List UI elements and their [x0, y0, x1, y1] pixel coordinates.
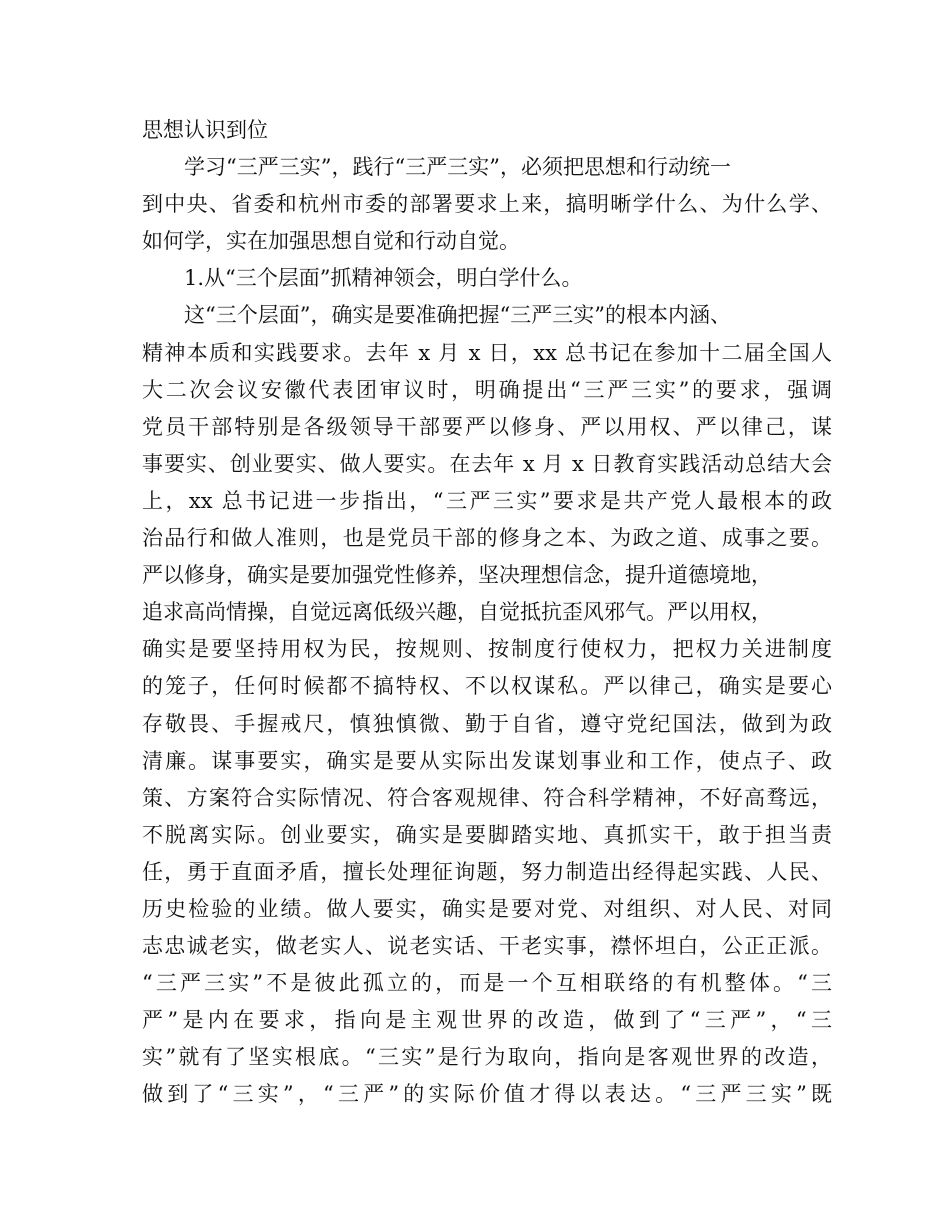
text-line: 策、方案符合实际情况、符合客观规律、符合科学精神，不好高骛远，	[142, 785, 832, 810]
text-line: 不脱离实际。创业要实，确实是要脚踏实地、真抓实干，敢于担当责	[142, 822, 832, 847]
text-line: 清廉。谋事要实，确实是要从实际出发谋划事业和工作，使点子、政	[142, 748, 832, 773]
text-line: 事要实、创业要实、做人要实。在去年 x 月 x 日教育实践活动总结大会	[142, 451, 832, 476]
text-line: 如何学，实在加强思想自觉和行动自觉。	[142, 229, 520, 254]
text-line: 实”就有了坚实根底。“三实”是行为取向，指向是客观世界的改造，	[142, 1045, 832, 1070]
text-line: 严以修身，确实是要加强党性修养，坚决理想信念，提升道德境地，	[142, 563, 772, 588]
text-line: 历史检验的业绩。做人要实，确实是要对党、对组织、对人民、对同	[142, 896, 832, 921]
subsection-heading: 1.从“三个层面”抓精神领会，明白学什么。	[184, 266, 583, 291]
document-page	[142, 112, 832, 1114]
text-line: 治品行和做人准则，也是党员干部的修身之本、为政之道、成事之要。	[142, 526, 832, 551]
text-line: 存敬畏、手握戒尺，慎独慎微、勤于自省，遵守党纪国法，做到为政	[142, 711, 832, 736]
text-line: 党员干部特别是各级领导干部要严以修身、严以用权、严以律己，谋	[142, 414, 832, 439]
text-line: 任，勇于直面矛盾，擅长处理征询题，努力制造出经得起实践、人民、	[142, 859, 832, 884]
text-line: 严”是内在要求，指向是主观世界的改造，做到了“三严”，“三	[142, 1008, 832, 1033]
text-line: 志忠诚老实，做老实人、说老实话、干老实事，襟怀坦白，公正正派。	[142, 934, 832, 959]
text-line: 追求高尚情操，自觉远离低级兴趣，自觉抵抗歪风邪气。严以用权，	[142, 600, 772, 625]
text-line: 到中央、省委和杭州市委的部署要求上来，搞明晰学什么、为什么学、	[142, 192, 832, 217]
text-line: “三严三实”不是彼此孤立的，而是一个互相联络的有机整体。“三	[142, 971, 832, 996]
text-line: 精神本质和实践要求。去年 x 月 x 日，xx 总书记在参加十二届全国人	[142, 340, 832, 365]
text-line: 确实是要坚持用权为民，按规则、按制度行使权力，把权力关进制度	[142, 637, 832, 662]
text-line: 上，xx 总书记进一步指出，“三严三实”要求是共产党人最根本的政	[142, 488, 832, 513]
text-line: 学习“三严三实”，践行“三严三实”，必须把思想和行动统一	[184, 155, 731, 180]
section-heading: 思想认识到位	[142, 118, 268, 142]
text-line: 的笼子，任何时候都不搞特权、不以权谋私。严以律己，确实是要心	[142, 674, 832, 699]
text-line: 这“三个层面”，确实是要准确把握“三严三实”的根本内涵、	[184, 303, 731, 328]
text-line: 做到了“三实”，“三严”的实际价值才得以表达。“三严三实”既	[142, 1082, 832, 1107]
text-line: 大二次会议安徽代表团审议时，明确提出“三严三实”的要求，强调	[142, 377, 832, 402]
